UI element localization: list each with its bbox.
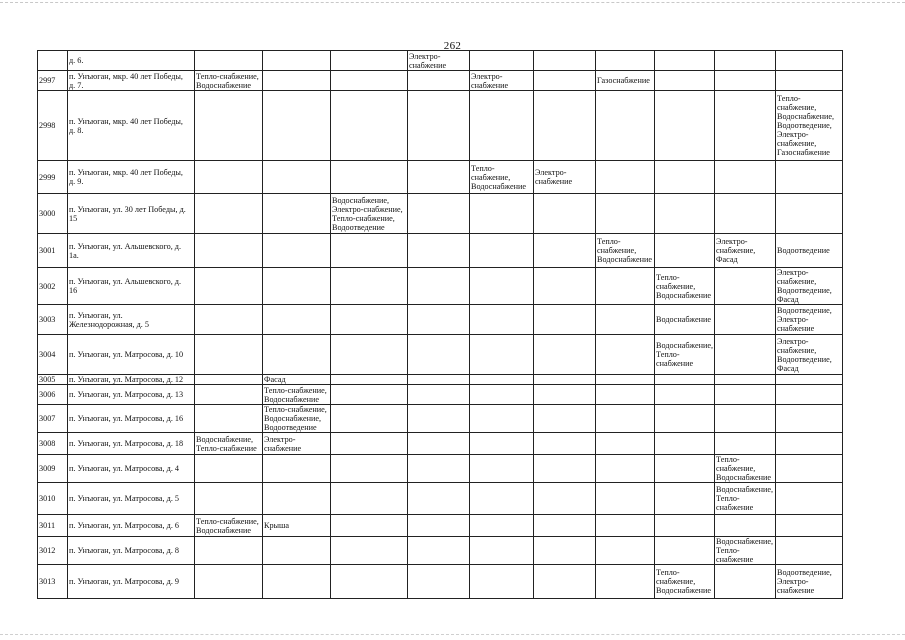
work-type-cell bbox=[263, 483, 331, 515]
work-type-cell bbox=[195, 194, 263, 234]
work-type-cell bbox=[715, 565, 776, 599]
work-type-cell bbox=[534, 565, 596, 599]
work-type-cell bbox=[331, 405, 408, 433]
work-type-cell bbox=[776, 385, 843, 405]
address-cell: п. Унъюган, ул. Матросова, д. 16 bbox=[68, 405, 195, 433]
work-type-cell bbox=[470, 515, 534, 537]
work-type-cell bbox=[408, 305, 470, 335]
work-type-cell bbox=[534, 385, 596, 405]
work-type-cell bbox=[596, 194, 655, 234]
address-cell: п. Унъюган, ул. 30 лет Победы, д. 15 bbox=[68, 194, 195, 234]
row-number: 3012 bbox=[38, 537, 68, 565]
work-type-cell bbox=[655, 483, 715, 515]
work-type-cell bbox=[263, 565, 331, 599]
work-type-cell bbox=[263, 91, 331, 161]
work-type-cell bbox=[331, 51, 408, 71]
work-type-cell bbox=[534, 433, 596, 455]
work-type-cell bbox=[715, 194, 776, 234]
work-type-cell: Водоснабжение, Тепло- снабжение bbox=[715, 537, 776, 565]
page-number: 262 bbox=[443, 40, 462, 52]
row-number: 3006 bbox=[38, 385, 68, 405]
row-number: 3008 bbox=[38, 433, 68, 455]
work-type-cell bbox=[263, 71, 331, 91]
work-type-cell: Водоснабжение, Электро-снабжение, Тепло-снабжение, Водоотведение bbox=[331, 194, 408, 234]
work-type-cell bbox=[596, 455, 655, 483]
work-type-cell: Водоотведение, Электро- снабжение bbox=[776, 305, 843, 335]
work-type-cell bbox=[331, 515, 408, 537]
work-type-cell: Крыша bbox=[263, 515, 331, 537]
work-type-cell bbox=[596, 405, 655, 433]
repair-schedule-table bbox=[37, 50, 843, 599]
table-row bbox=[38, 537, 843, 565]
table-row bbox=[38, 335, 843, 375]
work-type-cell bbox=[596, 565, 655, 599]
work-type-cell bbox=[331, 305, 408, 335]
work-type-cell bbox=[263, 268, 331, 305]
work-type-cell bbox=[596, 335, 655, 375]
work-type-cell bbox=[655, 537, 715, 565]
work-type-cell bbox=[470, 51, 534, 71]
work-type-cell bbox=[470, 268, 534, 305]
work-type-cell bbox=[263, 161, 331, 194]
work-type-cell bbox=[596, 305, 655, 335]
work-type-cell bbox=[263, 234, 331, 268]
work-type-cell: Водоотведение bbox=[776, 234, 843, 268]
work-type-cell bbox=[534, 537, 596, 565]
table-row bbox=[38, 385, 843, 405]
work-type-cell: Водоснабжение, Тепло- снабжение bbox=[715, 483, 776, 515]
work-type-cell bbox=[655, 161, 715, 194]
work-type-cell bbox=[776, 71, 843, 91]
row-number: 3000 bbox=[38, 194, 68, 234]
work-type-cell bbox=[408, 537, 470, 565]
address-cell: п. Унъюган, ул. Матросова, д. 10 bbox=[68, 335, 195, 375]
table-row bbox=[38, 455, 843, 483]
work-type-cell bbox=[195, 405, 263, 433]
work-type-cell bbox=[331, 537, 408, 565]
work-type-cell bbox=[331, 91, 408, 161]
work-type-cell: Водоснабжение bbox=[655, 305, 715, 335]
scan-edge-top bbox=[0, 2, 905, 4]
work-type-cell bbox=[470, 483, 534, 515]
work-type-cell bbox=[408, 433, 470, 455]
work-type-cell bbox=[195, 455, 263, 483]
row-number: 3004 bbox=[38, 335, 68, 375]
work-type-cell bbox=[655, 405, 715, 433]
work-type-cell: Электро- снабжение bbox=[534, 161, 596, 194]
address-cell: п. Унъюган, ул. Матросова, д. 8 bbox=[68, 537, 195, 565]
work-type-cell: Тепло-снабжение, Водоснабжение bbox=[195, 71, 263, 91]
work-type-cell bbox=[195, 565, 263, 599]
work-type-cell: Водоотведение, Электро- снабжение bbox=[776, 565, 843, 599]
row-number: 3010 bbox=[38, 483, 68, 515]
work-type-cell: Тепло- снабжение, Водоснабжение bbox=[655, 268, 715, 305]
table-row bbox=[38, 375, 843, 385]
work-type-cell bbox=[534, 234, 596, 268]
work-type-cell bbox=[331, 335, 408, 375]
work-type-cell bbox=[408, 335, 470, 375]
work-type-cell bbox=[776, 375, 843, 385]
work-type-cell bbox=[596, 268, 655, 305]
work-type-cell bbox=[408, 455, 470, 483]
table-row bbox=[38, 515, 843, 537]
work-type-cell bbox=[331, 234, 408, 268]
work-type-cell bbox=[470, 305, 534, 335]
table-body bbox=[38, 51, 843, 599]
table-row bbox=[38, 161, 843, 194]
work-type-cell bbox=[596, 91, 655, 161]
table-row bbox=[38, 71, 843, 91]
work-type-cell bbox=[534, 51, 596, 71]
work-type-cell bbox=[408, 234, 470, 268]
work-type-cell bbox=[331, 385, 408, 405]
work-type-cell bbox=[715, 433, 776, 455]
work-type-cell: Тепло- снабжение, Водоснабжение bbox=[655, 565, 715, 599]
table-row bbox=[38, 91, 843, 161]
work-type-cell: Электро- снабжение, Водоотведение, Фасад bbox=[776, 268, 843, 305]
work-type-cell bbox=[470, 194, 534, 234]
work-type-cell bbox=[534, 455, 596, 483]
work-type-cell bbox=[715, 405, 776, 433]
address-cell: п. Унъюган, ул. Железнодорожная, д. 5 bbox=[68, 305, 195, 335]
address-cell: п. Унъюган, ул. Матросова, д. 9 bbox=[68, 565, 195, 599]
work-type-cell bbox=[408, 385, 470, 405]
work-type-cell bbox=[470, 455, 534, 483]
work-type-cell bbox=[331, 268, 408, 305]
work-type-cell bbox=[715, 375, 776, 385]
work-type-cell bbox=[776, 161, 843, 194]
work-type-cell bbox=[331, 483, 408, 515]
table-row bbox=[38, 405, 843, 433]
row-number: 3002 bbox=[38, 268, 68, 305]
work-type-cell bbox=[408, 268, 470, 305]
work-type-cell bbox=[470, 537, 534, 565]
work-type-cell bbox=[596, 51, 655, 71]
work-type-cell bbox=[715, 305, 776, 335]
row-number: 3013 bbox=[38, 565, 68, 599]
work-type-cell bbox=[715, 71, 776, 91]
work-type-cell bbox=[596, 537, 655, 565]
work-type-cell bbox=[596, 385, 655, 405]
work-type-cell bbox=[195, 91, 263, 161]
work-type-cell: Тепло-снабжение, Водоснабжение bbox=[195, 515, 263, 537]
table-row bbox=[38, 51, 843, 71]
address-cell: п. Унъюган, мкр. 40 лет Победы, д. 9. bbox=[68, 161, 195, 194]
address-cell: п. Унъюган, ул. Альшевского, д. 1а. bbox=[68, 234, 195, 268]
work-type-cell bbox=[534, 515, 596, 537]
work-type-cell bbox=[655, 71, 715, 91]
address-cell: п. Унъюган, ул. Матросова, д. 6 bbox=[68, 515, 195, 537]
work-type-cell bbox=[263, 194, 331, 234]
work-type-cell bbox=[263, 51, 331, 71]
address-cell: п. Унъюган, ул. Матросова, д. 18 bbox=[68, 433, 195, 455]
row-number: 3009 bbox=[38, 455, 68, 483]
work-type-cell bbox=[776, 405, 843, 433]
work-type-cell: Тепло-снабжение, Водоснабжение bbox=[263, 385, 331, 405]
table-row bbox=[38, 433, 843, 455]
table-row bbox=[38, 483, 843, 515]
work-type-cell bbox=[263, 455, 331, 483]
work-type-cell: Электро- снабжение bbox=[263, 433, 331, 455]
work-type-cell bbox=[263, 335, 331, 375]
scan-edge-bottom bbox=[0, 634, 905, 636]
work-type-cell bbox=[408, 515, 470, 537]
row-number: 3003 bbox=[38, 305, 68, 335]
work-type-cell bbox=[534, 91, 596, 161]
work-type-cell: Тепло- снабжение, Водоснабжение bbox=[596, 234, 655, 268]
work-type-cell bbox=[470, 375, 534, 385]
row-number: 2999 bbox=[38, 161, 68, 194]
work-type-cell bbox=[776, 515, 843, 537]
table-row bbox=[38, 565, 843, 599]
work-type-cell bbox=[408, 483, 470, 515]
row-number: 3011 bbox=[38, 515, 68, 537]
work-type-cell bbox=[470, 565, 534, 599]
work-type-cell bbox=[534, 375, 596, 385]
work-type-cell bbox=[408, 161, 470, 194]
work-type-cell bbox=[776, 483, 843, 515]
work-type-cell bbox=[534, 483, 596, 515]
work-type-cell: Водоснабжение, Тепло-снабжение bbox=[195, 433, 263, 455]
address-cell: п. Унъюган, ул. Матросова, д. 12 bbox=[68, 375, 195, 385]
work-type-cell: Электро- снабжение bbox=[470, 71, 534, 91]
work-type-cell bbox=[195, 483, 263, 515]
work-type-cell bbox=[195, 305, 263, 335]
work-type-cell bbox=[715, 515, 776, 537]
work-type-cell bbox=[263, 305, 331, 335]
work-type-cell bbox=[534, 194, 596, 234]
work-type-cell bbox=[195, 335, 263, 375]
row-number: 3001 bbox=[38, 234, 68, 268]
row-number bbox=[38, 51, 68, 71]
work-type-cell bbox=[470, 405, 534, 433]
work-type-cell bbox=[655, 515, 715, 537]
work-type-cell bbox=[534, 335, 596, 375]
row-number: 2998 bbox=[38, 91, 68, 161]
work-type-cell bbox=[331, 375, 408, 385]
work-type-cell bbox=[715, 335, 776, 375]
work-type-cell: Тепло- снабжение, Водоснабжение, Водоотведение, Электро- снабжение, Газоснабжение bbox=[776, 91, 843, 161]
work-type-cell bbox=[655, 234, 715, 268]
work-type-cell bbox=[331, 433, 408, 455]
address-cell: п. Унъюган, мкр. 40 лет Победы, д. 8. bbox=[68, 91, 195, 161]
work-type-cell bbox=[534, 305, 596, 335]
work-type-cell: Электро- снабжение, Фасад bbox=[715, 234, 776, 268]
table-row bbox=[38, 234, 843, 268]
work-type-cell bbox=[331, 71, 408, 91]
work-type-cell bbox=[195, 161, 263, 194]
work-type-cell bbox=[331, 455, 408, 483]
work-type-cell bbox=[596, 483, 655, 515]
work-type-cell bbox=[470, 385, 534, 405]
work-type-cell: Электро- снабжение bbox=[408, 51, 470, 71]
work-type-cell bbox=[776, 194, 843, 234]
work-type-cell bbox=[596, 433, 655, 455]
work-type-cell bbox=[655, 385, 715, 405]
work-type-cell bbox=[655, 433, 715, 455]
row-number: 2997 bbox=[38, 71, 68, 91]
address-cell: п. Унъюган, ул. Матросова, д. 13 bbox=[68, 385, 195, 405]
table-row bbox=[38, 194, 843, 234]
work-type-cell bbox=[655, 194, 715, 234]
address-cell: д. 6. bbox=[68, 51, 195, 71]
work-type-cell bbox=[331, 565, 408, 599]
work-type-cell: Тепло- снабжение, Водоснабжение bbox=[715, 455, 776, 483]
work-type-cell bbox=[776, 537, 843, 565]
work-type-cell bbox=[596, 161, 655, 194]
work-type-cell bbox=[655, 91, 715, 161]
work-type-cell: Фасад bbox=[263, 375, 331, 385]
work-type-cell bbox=[195, 51, 263, 71]
work-type-cell bbox=[655, 51, 715, 71]
row-number: 3007 bbox=[38, 405, 68, 433]
work-type-cell bbox=[534, 405, 596, 433]
work-type-cell bbox=[195, 385, 263, 405]
work-type-cell bbox=[408, 71, 470, 91]
work-type-cell bbox=[776, 51, 843, 71]
table-row bbox=[38, 268, 843, 305]
work-type-cell bbox=[534, 268, 596, 305]
work-type-cell bbox=[715, 268, 776, 305]
work-type-cell bbox=[263, 537, 331, 565]
address-cell: п. Унъюган, ул. Альшевского, д. 16 bbox=[68, 268, 195, 305]
work-type-cell: Тепло- снабжение, Водоснабжение bbox=[470, 161, 534, 194]
work-type-cell bbox=[195, 537, 263, 565]
work-type-cell bbox=[195, 234, 263, 268]
row-number: 3005 bbox=[38, 375, 68, 385]
work-type-cell: Электро- снабжение, Водоотведение, Фасад bbox=[776, 335, 843, 375]
address-cell: п. Унъюган, мкр. 40 лет Победы, д. 7. bbox=[68, 71, 195, 91]
address-cell: п. Унъюган, ул. Матросова, д. 4 bbox=[68, 455, 195, 483]
work-type-cell bbox=[195, 375, 263, 385]
work-type-cell: Газоснабжение bbox=[596, 71, 655, 91]
work-type-cell bbox=[470, 234, 534, 268]
work-type-cell bbox=[331, 161, 408, 194]
work-type-cell: Тепло-снабжение, Водоснабжение, Водоотведение bbox=[263, 405, 331, 433]
table-row bbox=[38, 305, 843, 335]
address-cell: п. Унъюган, ул. Матросова, д. 5 bbox=[68, 483, 195, 515]
work-type-cell bbox=[655, 455, 715, 483]
work-type-cell bbox=[195, 268, 263, 305]
work-type-cell bbox=[534, 71, 596, 91]
work-type-cell bbox=[408, 565, 470, 599]
work-type-cell bbox=[715, 161, 776, 194]
work-type-cell bbox=[408, 405, 470, 433]
work-type-cell bbox=[408, 91, 470, 161]
work-type-cell bbox=[715, 385, 776, 405]
work-type-cell bbox=[470, 433, 534, 455]
work-type-cell bbox=[776, 455, 843, 483]
work-type-cell bbox=[776, 433, 843, 455]
work-type-cell bbox=[715, 91, 776, 161]
work-type-cell: Водоснабжение, Тепло- снабжение bbox=[655, 335, 715, 375]
work-type-cell bbox=[596, 375, 655, 385]
work-type-cell bbox=[408, 375, 470, 385]
work-type-cell bbox=[470, 91, 534, 161]
work-type-cell bbox=[408, 194, 470, 234]
work-type-cell bbox=[715, 51, 776, 71]
work-type-cell bbox=[655, 375, 715, 385]
work-type-cell bbox=[470, 335, 534, 375]
work-type-cell bbox=[596, 515, 655, 537]
